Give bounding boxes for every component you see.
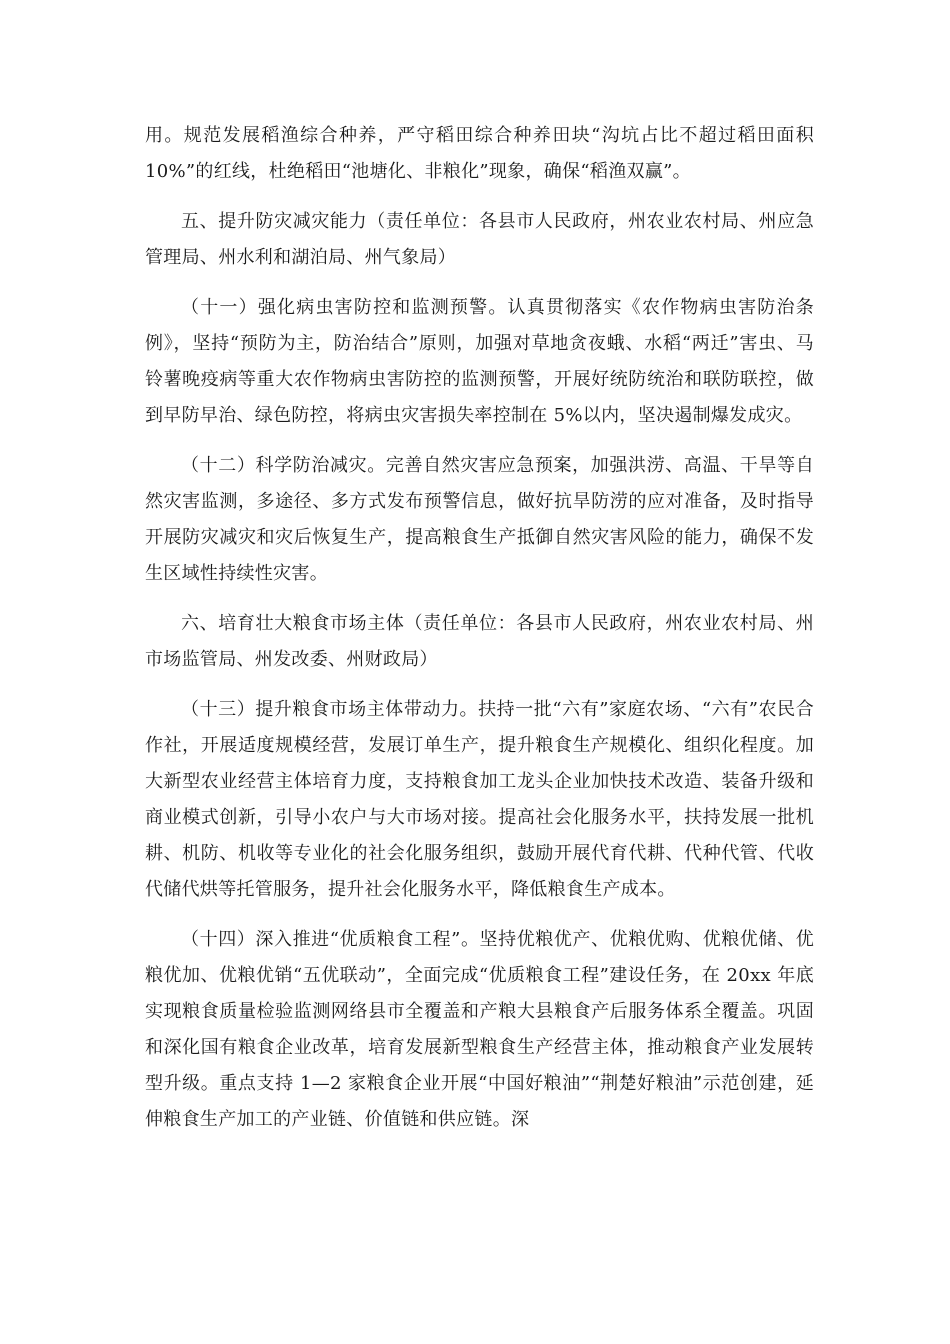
section-heading-5: 五、提升防灾减灾能力（责任单位：各县市人民政府，州农业农村局、州应急管理局、州水利和湖泊局、州气象局） [145, 211, 814, 268]
paragraph-item-14: （十四）深入推进“优质粮食工程”。坚持优粮优产、优粮优购、优粮优储、优粮优加、优粮优销“五优联动”，全面完成“优质粮食工程”建设任务，在 20xx 年底实现粮食质量检验监测网络县市全覆盖和产粮大县粮食产后服务体系全覆盖。巩固和深化国有粮食企业改革，培育发展新型粮食生产经营主体，推动粮食产业发展转型升级。重点支持 1—2 家粮食企业开展“中国好粮油”“荆楚好粮油”示范创建，延伸粮食生产加工的产业链、价值链和供应链。深 [145, 929, 814, 1130]
paragraph-item-13: （十三）提升粮食市场主体带动力。扶持一批“六有”家庭农场、“六有”农民合作社，开展适度规模经营，发展订单生产，提升粮食生产规模化、组织化程度。加大新型农业经营主体培育力度，支持粮食加工龙头企业加快技术改造、装备升级和商业模式创新，引导小农户与大市场对接。提高社会化服务水平，扶持发展一批机耕、机防、机收等专业化的社会化服务组织，鼓励开展代育代耕、代种代管、代收代储代烘等托管服务，提升社会化服务水平，降低粮食生产成本。 [145, 699, 814, 900]
section-heading-6: 六、培育壮大粮食市场主体（责任单位：各县市人民政府，州农业农村局、州市场监管局、州发改委、州财政局） [145, 613, 814, 670]
paragraph-continuation: 用。规范发展稻渔综合种养，严守稻田综合种养田块“沟坑占比不超过稻田面积10%”的红线，杜绝稻田“池塘化、非粮化”现象，确保“稻渔双赢”。 [145, 125, 814, 182]
paragraph-item-11: （十一）强化病虫害防控和监测预警。认真贯彻落实《农作物病虫害防治条例》，坚持“预防为主，防治结合”原则，加强对草地贪夜蛾、水稻“两迁”害虫、马铃薯晚疫病等重大农作物病虫害防控的监测预警，开展好统防统治和联防联控，做到早防早治、绿色防控，将病虫灾害损失率控制在 5%以内，坚决遏制爆发成灾。 [145, 297, 814, 426]
paragraph-item-12: （十二）科学防治减灾。完善自然灾害应急预案，加强洪涝、高温、干旱等自然灾害监测，多途径、多方式发布预警信息，做好抗旱防涝的应对准备，及时指导开展防灾减灾和灾后恢复生产，提高粮食生产抵御自然灾害风险的能力，确保不发生区域性持续性灾害。 [145, 455, 814, 584]
